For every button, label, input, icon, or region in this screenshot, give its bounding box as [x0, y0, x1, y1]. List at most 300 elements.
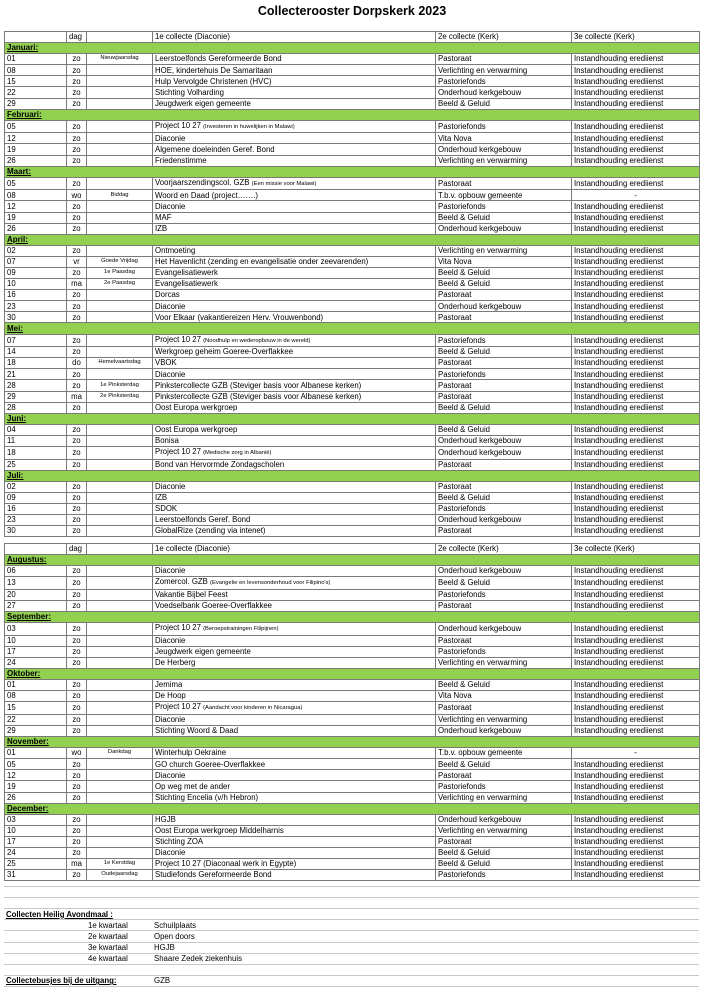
- collecte-1-cell: [153, 245, 436, 256]
- schedule-row: [5, 566, 700, 577]
- blank-cell: [86, 876, 152, 887]
- collecte-2-cell: Pastoraat: [436, 702, 572, 715]
- collecte-1-text: Diaconie: [155, 482, 186, 491]
- day-cell: zo: [67, 144, 87, 155]
- collecte-1-text: Voor Elkaar (vakantiereizen Herv. Vrouwenbond): [155, 312, 324, 322]
- collecte-1-text: Jemima: [155, 680, 183, 690]
- collecte-1-cell: [153, 391, 436, 402]
- day-cell: zo: [67, 424, 87, 435]
- blank-cell: [4, 953, 86, 964]
- collecte-3-cell: Instandhouding erediienst: [572, 347, 700, 358]
- date-cell: 30: [5, 526, 67, 537]
- collecte-3-cell: Instandhouding erediienst: [572, 144, 700, 155]
- day-cell: zo: [67, 245, 87, 256]
- occasion-cell: [87, 402, 153, 413]
- schedule-row: [5, 623, 700, 636]
- schedule-row: [5, 577, 700, 590]
- blank-cell: [86, 964, 152, 975]
- collecte-1-text: GlobalRize (zending via intenet): [155, 526, 266, 536]
- header-occasion: [87, 32, 153, 43]
- collecte-1-cell: [153, 223, 436, 234]
- schedule-row: [5, 526, 700, 537]
- schedule-row: [5, 726, 700, 737]
- date-cell: 15: [5, 702, 67, 715]
- collecte-2-cell: Vita Nova: [436, 691, 572, 702]
- blank-cell: [86, 887, 152, 898]
- collecte-2-cell: Pastoriefonds: [436, 201, 572, 212]
- day-cell: zo: [67, 446, 87, 459]
- date-cell: 01: [5, 680, 67, 691]
- collecte-1-cell: [153, 526, 436, 537]
- schedule-row: [5, 848, 700, 859]
- collecte-2-cell: Verlichting en verwarming: [436, 155, 572, 166]
- collecte-1-text: VBOK: [155, 358, 177, 368]
- day-cell: zo: [67, 402, 87, 413]
- collecte-2-cell: Onderhoud kerkgebouw: [436, 144, 572, 155]
- header-collecte-2: 2e collecte (Kerk): [436, 32, 572, 43]
- blank-cell: [435, 975, 571, 986]
- date-cell: 29: [5, 98, 67, 109]
- month-name: September:: [5, 612, 700, 623]
- schedule-row: [5, 212, 700, 223]
- collecte-1-text: Jeugdwerk eigen gemeente: [155, 98, 251, 108]
- schedule-row: [5, 347, 700, 358]
- collecte-1-cell: [153, 492, 436, 503]
- collecte-2-cell: Verlichting en verwarming: [436, 657, 572, 668]
- month-name: Februari:: [5, 109, 700, 120]
- collecte-1-text: Diaconie: [155, 636, 186, 645]
- schedule-row: [5, 358, 700, 369]
- collecte-1-text: IZB: [155, 493, 168, 503]
- collecte-1-text: Bonisa: [155, 436, 179, 446]
- day-cell: zo: [67, 726, 87, 737]
- day-cell: zo: [67, 301, 87, 312]
- collecte-1-detail: (Evangelie en levensonderhoud voor Filipino's): [210, 580, 331, 587]
- collecte-1-cell: [153, 347, 436, 358]
- day-cell: zo: [67, 589, 87, 600]
- collecte-3-cell: Instandhouding erediienst: [572, 155, 700, 166]
- collecte-1-cell: [153, 155, 436, 166]
- schedule-row: [5, 256, 700, 267]
- collecte-3-cell: Instandhouding erediienst: [572, 267, 700, 278]
- collecte-3-cell: Instandhouding erediienst: [572, 76, 700, 87]
- collecte-3-cell: Instandhouding erediienst: [572, 600, 700, 611]
- collecte-1-detail: (Investeren in huwelijken in Malawi): [203, 123, 295, 130]
- collecte-1-cell: [153, 144, 436, 155]
- collecte-3-cell: Instandhouding erediienst: [572, 98, 700, 109]
- collecte-1-cell: [153, 814, 436, 825]
- blank-cell: [4, 920, 86, 931]
- schedule-row: [5, 680, 700, 691]
- day-cell: zo: [67, 702, 87, 715]
- day-cell: zo: [67, 369, 87, 380]
- collecte-3-cell: Instandhouding erediienst: [572, 201, 700, 212]
- day-cell: ma: [67, 859, 87, 870]
- collecte-3-cell: Instandhouding erediienst: [572, 177, 700, 190]
- avondmaal-row: [4, 920, 699, 931]
- date-cell: 14: [5, 347, 67, 358]
- collecte-3-cell: Instandhouding erediienst: [572, 446, 700, 459]
- date-cell: 26: [5, 155, 67, 166]
- collecte-1-cell: [153, 748, 436, 759]
- date-cell: 19: [5, 781, 67, 792]
- schedule-row: [5, 312, 700, 323]
- date-cell: 28: [5, 380, 67, 391]
- collecte-2-cell: Onderhoud kerkgebouw: [436, 446, 572, 459]
- occasion-cell: [87, 76, 153, 87]
- date-cell: 23: [5, 515, 67, 526]
- header-row: [5, 544, 700, 555]
- avondmaal-doel-cell: Shaare Zedek ziekenhuis: [152, 953, 435, 964]
- blank-cell: [571, 953, 699, 964]
- collecte-3-cell: Instandhouding erediienst: [572, 65, 700, 76]
- collecte-1-detail: (Noodhulp en wederopbouw in de wereld): [203, 337, 311, 344]
- occasion-cell: [87, 312, 153, 323]
- collecte-1-cell: [153, 635, 436, 646]
- occasion-cell: [87, 526, 153, 537]
- occasion-cell: [87, 201, 153, 212]
- collecte-1-cell: [153, 589, 436, 600]
- blank-cell: [4, 887, 86, 898]
- collecte-3-cell: -: [572, 190, 700, 201]
- day-cell: zo: [67, 212, 87, 223]
- collecte-3-cell: Instandhouding erediienst: [572, 424, 700, 435]
- schedule-row: [5, 223, 700, 234]
- collecte-1-text: Diaconie: [155, 715, 186, 725]
- occasion-cell: [87, 600, 153, 611]
- day-cell: zo: [67, 334, 87, 347]
- collecte-1-text: Ontmoeting: [155, 246, 196, 256]
- occasion-cell: Oudejaarsdag: [87, 870, 153, 881]
- collecte-3-cell: Instandhouding erediienst: [572, 781, 700, 792]
- header-collecte-1: 1e collecte (Diaconie): [153, 544, 436, 555]
- collecte-3-cell: Instandhouding erediienst: [572, 759, 700, 770]
- month-row: [5, 323, 700, 334]
- collecte-1-detail: (Aandacht voor kinderen in Nicaragua): [203, 705, 303, 712]
- day-cell: zo: [67, 347, 87, 358]
- month-name: December:: [5, 803, 700, 814]
- month-name: November:: [5, 737, 700, 748]
- avondmaal-doel-cell: HGJB: [152, 942, 435, 953]
- month-row: [5, 555, 700, 566]
- collecte-2-cell: Beeld & Geluid: [436, 212, 572, 223]
- day-cell: zo: [67, 870, 87, 881]
- occasion-cell: [87, 481, 153, 492]
- avondmaal-doel-cell: Open doors: [152, 931, 435, 942]
- header-occasion: [87, 544, 153, 555]
- collecte-3-cell: Instandhouding erediienst: [572, 54, 700, 65]
- collectebusjes-value: GZB: [152, 975, 435, 986]
- occasion-cell: [87, 369, 153, 380]
- schedule-row: [5, 133, 700, 144]
- blank-cell: [4, 898, 86, 909]
- date-cell: 03: [5, 814, 67, 825]
- collecte-1-cell: [153, 515, 436, 526]
- day-cell: zo: [67, 492, 87, 503]
- collecte-1-cell: [153, 177, 436, 190]
- collecte-3-cell: Instandhouding erediienst: [572, 391, 700, 402]
- occasion-cell: [87, 825, 153, 836]
- collecte-3-cell: Instandhouding erediienst: [572, 577, 700, 590]
- collecte-2-cell: Pastoriefonds: [436, 120, 572, 133]
- date-cell: 29: [5, 726, 67, 737]
- collecte-1-cell: [153, 402, 436, 413]
- schedule-row: [5, 446, 700, 459]
- schedule-row: [5, 301, 700, 312]
- collecte-1-text: Diaconie: [155, 369, 186, 379]
- collecte-1-cell: [153, 279, 436, 290]
- occasion-cell: [87, 223, 153, 234]
- date-cell: 12: [5, 770, 67, 781]
- collecte-1-text: Friedenstimme: [155, 155, 207, 165]
- collecte-3-cell: Instandhouding erediienst: [572, 380, 700, 391]
- collecte-1-text: Pinkstercollecte GZB (Steviger basis voor Albanese kerken): [155, 380, 362, 390]
- collecte-1-cell: [153, 435, 436, 446]
- occasion-cell: 2e Pinksterdag: [87, 391, 153, 402]
- schedule-row: [5, 65, 700, 76]
- date-cell: 29: [5, 391, 67, 402]
- avondmaal-label: Collecten Heilig Avondmaal :: [4, 909, 435, 920]
- collecte-2-cell: Onderhoud kerkgebouw: [436, 726, 572, 737]
- schedule-row: [5, 836, 700, 847]
- day-cell: ma: [67, 391, 87, 402]
- collecte-2-cell: Beeld & Geluid: [436, 492, 572, 503]
- occasion-cell: [87, 290, 153, 301]
- collecte-1-text: Jeugdwerk eigen gemeente: [155, 647, 251, 657]
- collecte-1-cell: [153, 825, 436, 836]
- collectebusjes-label: Collectebusjes bij de uitgang:: [4, 975, 152, 986]
- date-cell: 24: [5, 848, 67, 859]
- day-cell: zo: [67, 714, 87, 725]
- collecte-3-cell: Instandhouding erediienst: [572, 825, 700, 836]
- collecte-1-text: HGJB: [155, 815, 176, 824]
- occasion-cell: [87, 65, 153, 76]
- day-cell: zo: [67, 98, 87, 109]
- collecte-2-cell: Pastoriefonds: [436, 781, 572, 792]
- schedule-row: [5, 402, 700, 413]
- collecte-1-text: Het Havenlicht (zending en evangelisatie onder zeevarenden): [155, 257, 369, 267]
- collecte-1-text: Op weg met de ander: [155, 781, 230, 791]
- collecte-3-cell: Instandhouding erediienst: [572, 358, 700, 369]
- schedule-row: [5, 120, 700, 133]
- collecte-3-cell: Instandhouding erediienst: [572, 623, 700, 636]
- schedule-row: [5, 380, 700, 391]
- day-cell: zo: [67, 223, 87, 234]
- collecte-3-cell: Instandhouding erediienst: [572, 848, 700, 859]
- date-cell: 01: [5, 54, 67, 65]
- collecte-1-cell: [153, 566, 436, 577]
- occasion-cell: [87, 503, 153, 514]
- occasion-cell: 1e Paasdag: [87, 267, 153, 278]
- occasion-cell: Goede Vrijdag: [87, 256, 153, 267]
- date-cell: 16: [5, 503, 67, 514]
- collecte-1-text: Stichting ZOA: [155, 837, 204, 847]
- collecte-2-cell: Pastoriefonds: [436, 646, 572, 657]
- schedule-row: [5, 290, 700, 301]
- month-name: Juli:: [5, 470, 700, 481]
- date-cell: 28: [5, 402, 67, 413]
- month-row: [5, 43, 700, 54]
- avondmaal-row: [4, 953, 699, 964]
- day-cell: zo: [67, 646, 87, 657]
- collecte-3-cell: Instandhouding erediienst: [572, 566, 700, 577]
- kwartaal-cell: 4e kwartaal: [86, 953, 152, 964]
- date-cell: 17: [5, 646, 67, 657]
- collecte-2-cell: Onderhoud kerkgebouw: [436, 435, 572, 446]
- day-cell: zo: [67, 267, 87, 278]
- occasion-cell: [87, 781, 153, 792]
- collecte-2-cell: Pastoriefonds: [436, 503, 572, 514]
- occasion-cell: [87, 155, 153, 166]
- blank-cell: [571, 942, 699, 953]
- collecte-1-cell: [153, 481, 436, 492]
- collecte-2-cell: Onderhoud kerkgebouw: [436, 566, 572, 577]
- collecte-3-cell: Instandhouding erediienst: [572, 492, 700, 503]
- date-cell: 27: [5, 600, 67, 611]
- occasion-cell: [87, 446, 153, 459]
- day-cell: zo: [67, 312, 87, 323]
- date-cell: 05: [5, 120, 67, 133]
- date-cell: 10: [5, 635, 67, 646]
- blank-cell: [571, 898, 699, 909]
- collecte-3-cell: Instandhouding erediienst: [572, 691, 700, 702]
- date-cell: 07: [5, 256, 67, 267]
- header-dag: dag: [67, 544, 87, 555]
- day-cell: ma: [67, 279, 87, 290]
- month-name: April:: [5, 234, 700, 245]
- collecte-1-cell: [153, 334, 436, 347]
- blank-row: [4, 887, 699, 898]
- collecte-2-cell: Pastoraat: [436, 177, 572, 190]
- collecte-3-cell: Instandhouding erediienst: [572, 836, 700, 847]
- schedule-row: [5, 245, 700, 256]
- occasion-cell: [87, 848, 153, 859]
- occasion-cell: [87, 347, 153, 358]
- collecte-1-cell: [153, 836, 436, 847]
- collecte-2-cell: Pastoraat: [436, 836, 572, 847]
- collecte-1-cell: [153, 256, 436, 267]
- collecte-3-cell: Instandhouding erediienst: [572, 369, 700, 380]
- collecte-2-cell: Onderhoud kerkgebouw: [436, 623, 572, 636]
- kwartaal-cell: 3e kwartaal: [86, 942, 152, 953]
- collecte-2-cell: Onderhoud kerkgebouw: [436, 87, 572, 98]
- schedule-row: [5, 714, 700, 725]
- blank-cell: [435, 931, 571, 942]
- collecte-2-cell: Pastoraat: [436, 380, 572, 391]
- collecte-1-text: Voorjaarszendingscol. GZB: [155, 177, 252, 187]
- collecte-2-cell: Pastoraat: [436, 770, 572, 781]
- blank-cell: [435, 887, 571, 898]
- month-row: [5, 612, 700, 623]
- footer-table: [4, 876, 699, 987]
- schedule-row: [5, 155, 700, 166]
- month-name: Juni:: [5, 413, 700, 424]
- collecte-2-cell: Pastoraat: [436, 391, 572, 402]
- schedule-table-jan-jul: [4, 31, 700, 537]
- month-row: [5, 413, 700, 424]
- collecte-1-text: Diaconie: [155, 848, 186, 858]
- collecte-1-text: Leerstoelfonds Geref. Bond: [155, 515, 251, 525]
- day-cell: zo: [67, 526, 87, 537]
- collecte-1-cell: [153, 691, 436, 702]
- occasion-cell: [87, 589, 153, 600]
- date-cell: 17: [5, 836, 67, 847]
- date-cell: 12: [5, 133, 67, 144]
- collecte-2-cell: Verlichting en verwarming: [436, 825, 572, 836]
- day-cell: zo: [67, 781, 87, 792]
- collecte-2-cell: Pastoraat: [436, 526, 572, 537]
- collecte-1-cell: [153, 714, 436, 725]
- collecte-1-cell: [153, 770, 436, 781]
- occasion-cell: [87, 98, 153, 109]
- date-cell: 16: [5, 290, 67, 301]
- date-cell: 01: [5, 748, 67, 759]
- collecte-1-text: Stichting Volharding: [155, 87, 224, 97]
- date-cell: 10: [5, 825, 67, 836]
- occasion-cell: [87, 424, 153, 435]
- month-row: [5, 803, 700, 814]
- collecte-1-text: Project 10 27 (Diaconaal werk in Egypte): [155, 859, 297, 869]
- collecte-1-text: Oost Europa werkgroep: [155, 425, 238, 435]
- month-row: [5, 234, 700, 245]
- date-cell: 18: [5, 358, 67, 369]
- occasion-cell: [87, 691, 153, 702]
- collecte-3-cell: Instandhouding erediienst: [572, 526, 700, 537]
- collecte-1-text: Zomercol. GZB: [155, 577, 211, 587]
- blank-cell: [435, 909, 571, 920]
- date-cell: 06: [5, 566, 67, 577]
- month-row: [5, 470, 700, 481]
- occasion-cell: [87, 133, 153, 144]
- month-row: [5, 166, 700, 177]
- schedule-row: [5, 600, 700, 611]
- collecte-2-cell: Pastoriefonds: [436, 334, 572, 347]
- schedule-row: [5, 691, 700, 702]
- date-cell: 25: [5, 859, 67, 870]
- avondmaal-doel-cell: Schuilplaats: [152, 920, 435, 931]
- occasion-cell: 1e Pinksterdag: [87, 380, 153, 391]
- occasion-cell: [87, 144, 153, 155]
- collecte-1-cell: [153, 201, 436, 212]
- occasion-cell: [87, 680, 153, 691]
- day-cell: zo: [67, 635, 87, 646]
- collecte-1-cell: [153, 680, 436, 691]
- collecte-3-cell: Instandhouding erediienst: [572, 714, 700, 725]
- day-cell: zo: [67, 459, 87, 470]
- header-collecte-1: 1e collecte (Diaconie): [153, 32, 436, 43]
- collecte-3-cell: Instandhouding erediienst: [572, 87, 700, 98]
- collecte-3-cell: Instandhouding erediienst: [572, 646, 700, 657]
- collecte-1-text: SDOK: [155, 504, 178, 514]
- day-cell: zo: [67, 759, 87, 770]
- date-cell: 05: [5, 759, 67, 770]
- header-row: [5, 32, 700, 43]
- date-cell: 22: [5, 87, 67, 98]
- collecte-3-cell: Instandhouding erediienst: [572, 290, 700, 301]
- collecte-1-text: Hulp Vervolgde Christenen (HVC): [155, 76, 272, 86]
- schedule-row: [5, 825, 700, 836]
- collecte-1-cell: [153, 87, 436, 98]
- collecte-3-cell: Instandhouding erediienst: [572, 481, 700, 492]
- collecte-1-text: Evangelisatiewerk: [155, 279, 218, 289]
- header-date: [5, 544, 67, 555]
- blank-cell: [152, 964, 435, 975]
- collecte-1-cell: [153, 646, 436, 657]
- collecte-1-text: Diaconie: [155, 201, 186, 211]
- schedule-row: [5, 657, 700, 668]
- blank-cell: [152, 887, 435, 898]
- occasion-cell: [87, 566, 153, 577]
